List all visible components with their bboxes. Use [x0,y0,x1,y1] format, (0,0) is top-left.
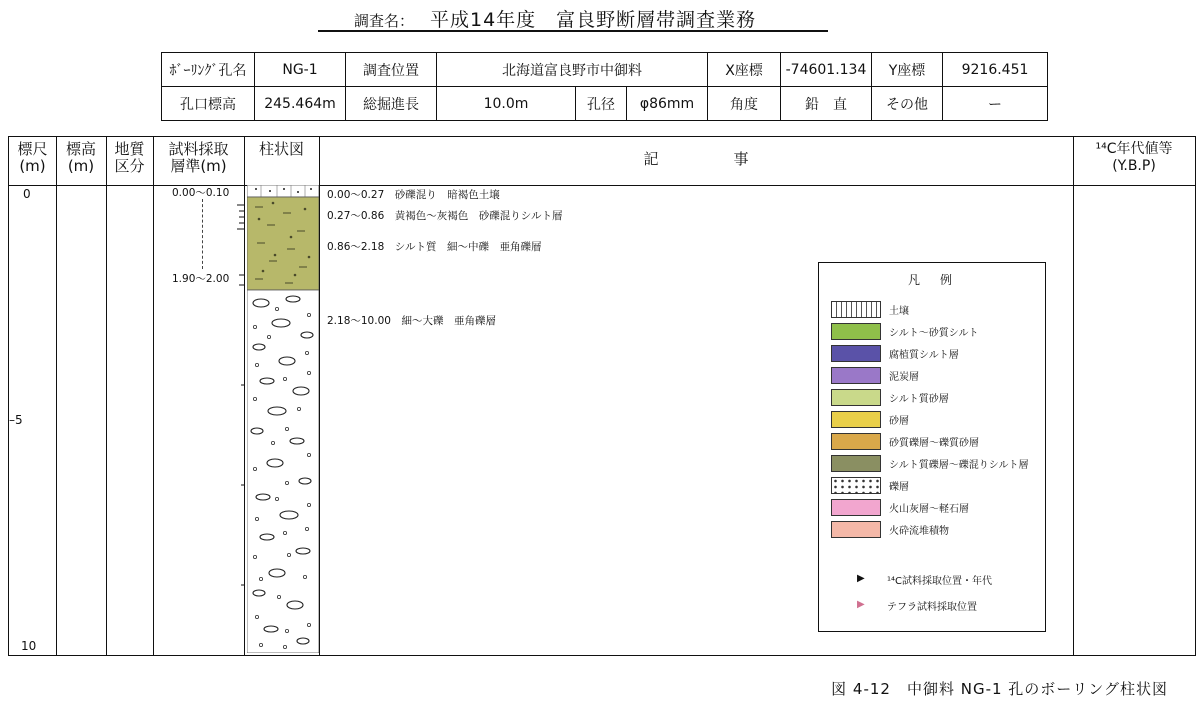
legend-label: 礫層 [889,482,909,493]
borehole-info-table [161,52,1048,121]
other-value: ー [943,87,1048,121]
total-depth-label: 総掘進長 [346,87,437,121]
depth-label-5: –5 [9,413,23,427]
legend-title: 凡 例 [907,273,956,287]
legend-swatch [831,411,881,428]
survey-title-text: 平成14年度 富良野断層帯調査業務 [430,9,757,31]
legend-swatch [831,301,881,318]
legend-swatch [831,389,881,406]
legend-label: シルト～砂質シルト [889,328,979,339]
location-value: 北海道富良野市中御料 [437,53,708,87]
borehole-info-row-2 [162,87,1048,121]
elevation-column-header: 標高 (m) [65,140,96,175]
legend-swatch [831,433,881,450]
x-coord-value: -74601.134 [781,53,872,87]
scale-column-header: 標尺 (m) [17,140,48,175]
legend-swatch [831,499,881,516]
legend-swatch [831,345,881,362]
legend-swatch [831,521,881,538]
log-column-header: 柱状図 [258,140,304,158]
legend-label: 土壌 [889,306,909,317]
location-label: 調査位置 [346,53,437,87]
legend-swatch [831,323,881,340]
description-column-header: 記 事 [643,150,749,168]
description-line-4: 2.18～10.00 細～大礫 亜角礫層 [327,315,496,327]
description-line-2: 0.27～0.86 黄褐色～灰褐色 砂礫混りシルト層 [327,210,563,222]
diameter-label: 孔径 [576,87,627,121]
depth-ticks [235,185,245,653]
collar-elevation-label: 孔口標高 [162,87,255,121]
c14-marker-icon: ▶ [857,573,865,584]
legend-label: 泥炭層 [889,372,919,383]
c14-marker-label: ¹⁴C試料採取位置・年代 [887,576,992,587]
survey-title-label: 調査名： [354,12,415,30]
legend-label: 火山灰層～軽石層 [889,504,969,515]
x-coord-label: X座標 [708,53,781,87]
description-line-3: 0.86～2.18 シルト質 細～中礫 亜角礫層 [327,241,542,253]
legend-label: 砂質礫層～礫質砂層 [889,438,979,449]
depth-label-0: 0 [23,187,31,201]
description-line-1: 0.00～0.27 砂礫混り 暗褐色土壌 [327,189,500,201]
borehole-name-label: ﾎﾞｰﾘﾝｸﾞ孔名 [162,53,255,87]
legend-label: 腐植質シルト層 [889,350,959,361]
figure-caption: 図 4-12 中御料 NG-1 孔のボーリング柱状図 [831,680,1168,698]
legend-swatch [831,477,881,494]
survey-title [318,4,828,32]
legend-swatch [831,455,881,472]
angle-label: 角度 [708,87,781,121]
total-depth-value: 10.0m [437,87,576,121]
tephra-marker-label: テフラ試料採取位置 [887,602,977,613]
collar-elevation-value: 245.464m [255,87,346,121]
borehole-name-value: NG-1 [255,53,346,87]
legend-label: シルト質礫層～礫混りシルト層 [889,460,1029,471]
diameter-value: φ86mm [627,87,708,121]
y-coord-label: Y座標 [872,53,943,87]
angle-value: 鉛 直 [781,87,872,121]
geology-column-header: 地質 区分 [114,140,145,175]
legend-swatch [831,367,881,384]
tephra-marker-icon: ▶ [857,599,865,610]
legend-box [818,262,1046,632]
legend-label: 砂層 [889,416,909,427]
sample-interval-2: 1.90～2.00 [172,273,230,285]
sample-column-header: 試料採取 層準(m) [168,140,229,175]
legend-label: 火砕流堆積物 [889,526,949,537]
y-coord-value: 9216.451 [943,53,1048,87]
borehole-info-row-1 [162,53,1048,87]
sample-interval-1: 0.00～0.10 [172,187,230,199]
c14-column-header: ¹⁴C年代値等 (Y.B.P) [1095,141,1173,174]
legend-label: シルト質砂層 [889,394,949,405]
boring-log-column [247,185,319,653]
other-label: その他 [872,87,943,121]
depth-label-10: 10 [21,639,37,653]
